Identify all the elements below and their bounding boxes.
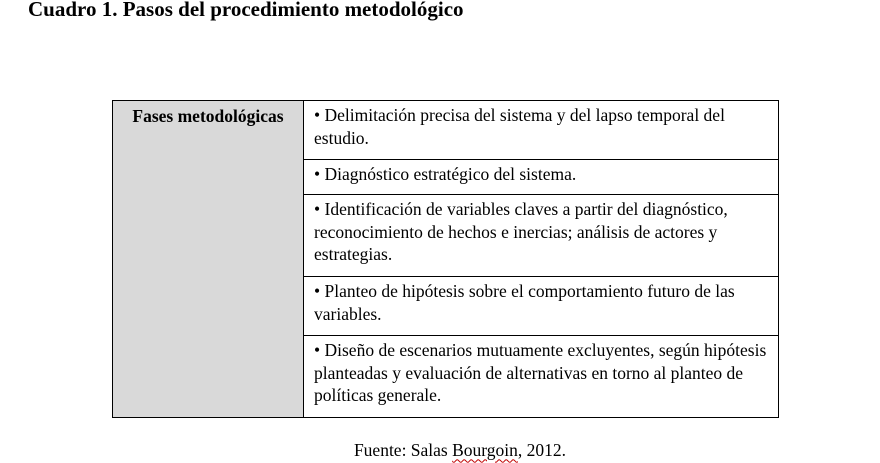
source-suffix: , 2012.	[517, 439, 567, 460]
step-cell-key-variables: • Identificación de variables claves a partir del diagnóstico, reconocimiento de hechos e inercias; análisis de actores y estrategias.	[304, 195, 779, 277]
source-citation	[0, 439, 880, 461]
step-cell-hypotheses: • Planteo de hipótesis sobre el comportamiento futuro de las variables.	[304, 277, 779, 336]
table-caption-title: Cuadro 1. Pasos del procedimiento metodológico	[28, 0, 464, 21]
step-cell-diagnosis: • Diagnóstico estratégico del sistema.	[304, 160, 779, 195]
source-prefix: Fuente: Salas	[353, 439, 453, 460]
step-cell-delimitation: • Delimitación precisa del sistema y del lapso temporal del estudio.	[304, 101, 779, 160]
spellcheck-flagged-word: Bourgoin	[452, 439, 518, 460]
phases-header-cell: Fases metodológicas	[113, 101, 304, 418]
methodology-steps-table	[112, 100, 779, 418]
table-row	[113, 101, 779, 160]
step-cell-scenarios: • Diseño de escenarios mutuamente excluyentes, según hipótesis planteadas y evaluación de alternativas en torno al planteo de políticas generale.	[304, 336, 779, 418]
